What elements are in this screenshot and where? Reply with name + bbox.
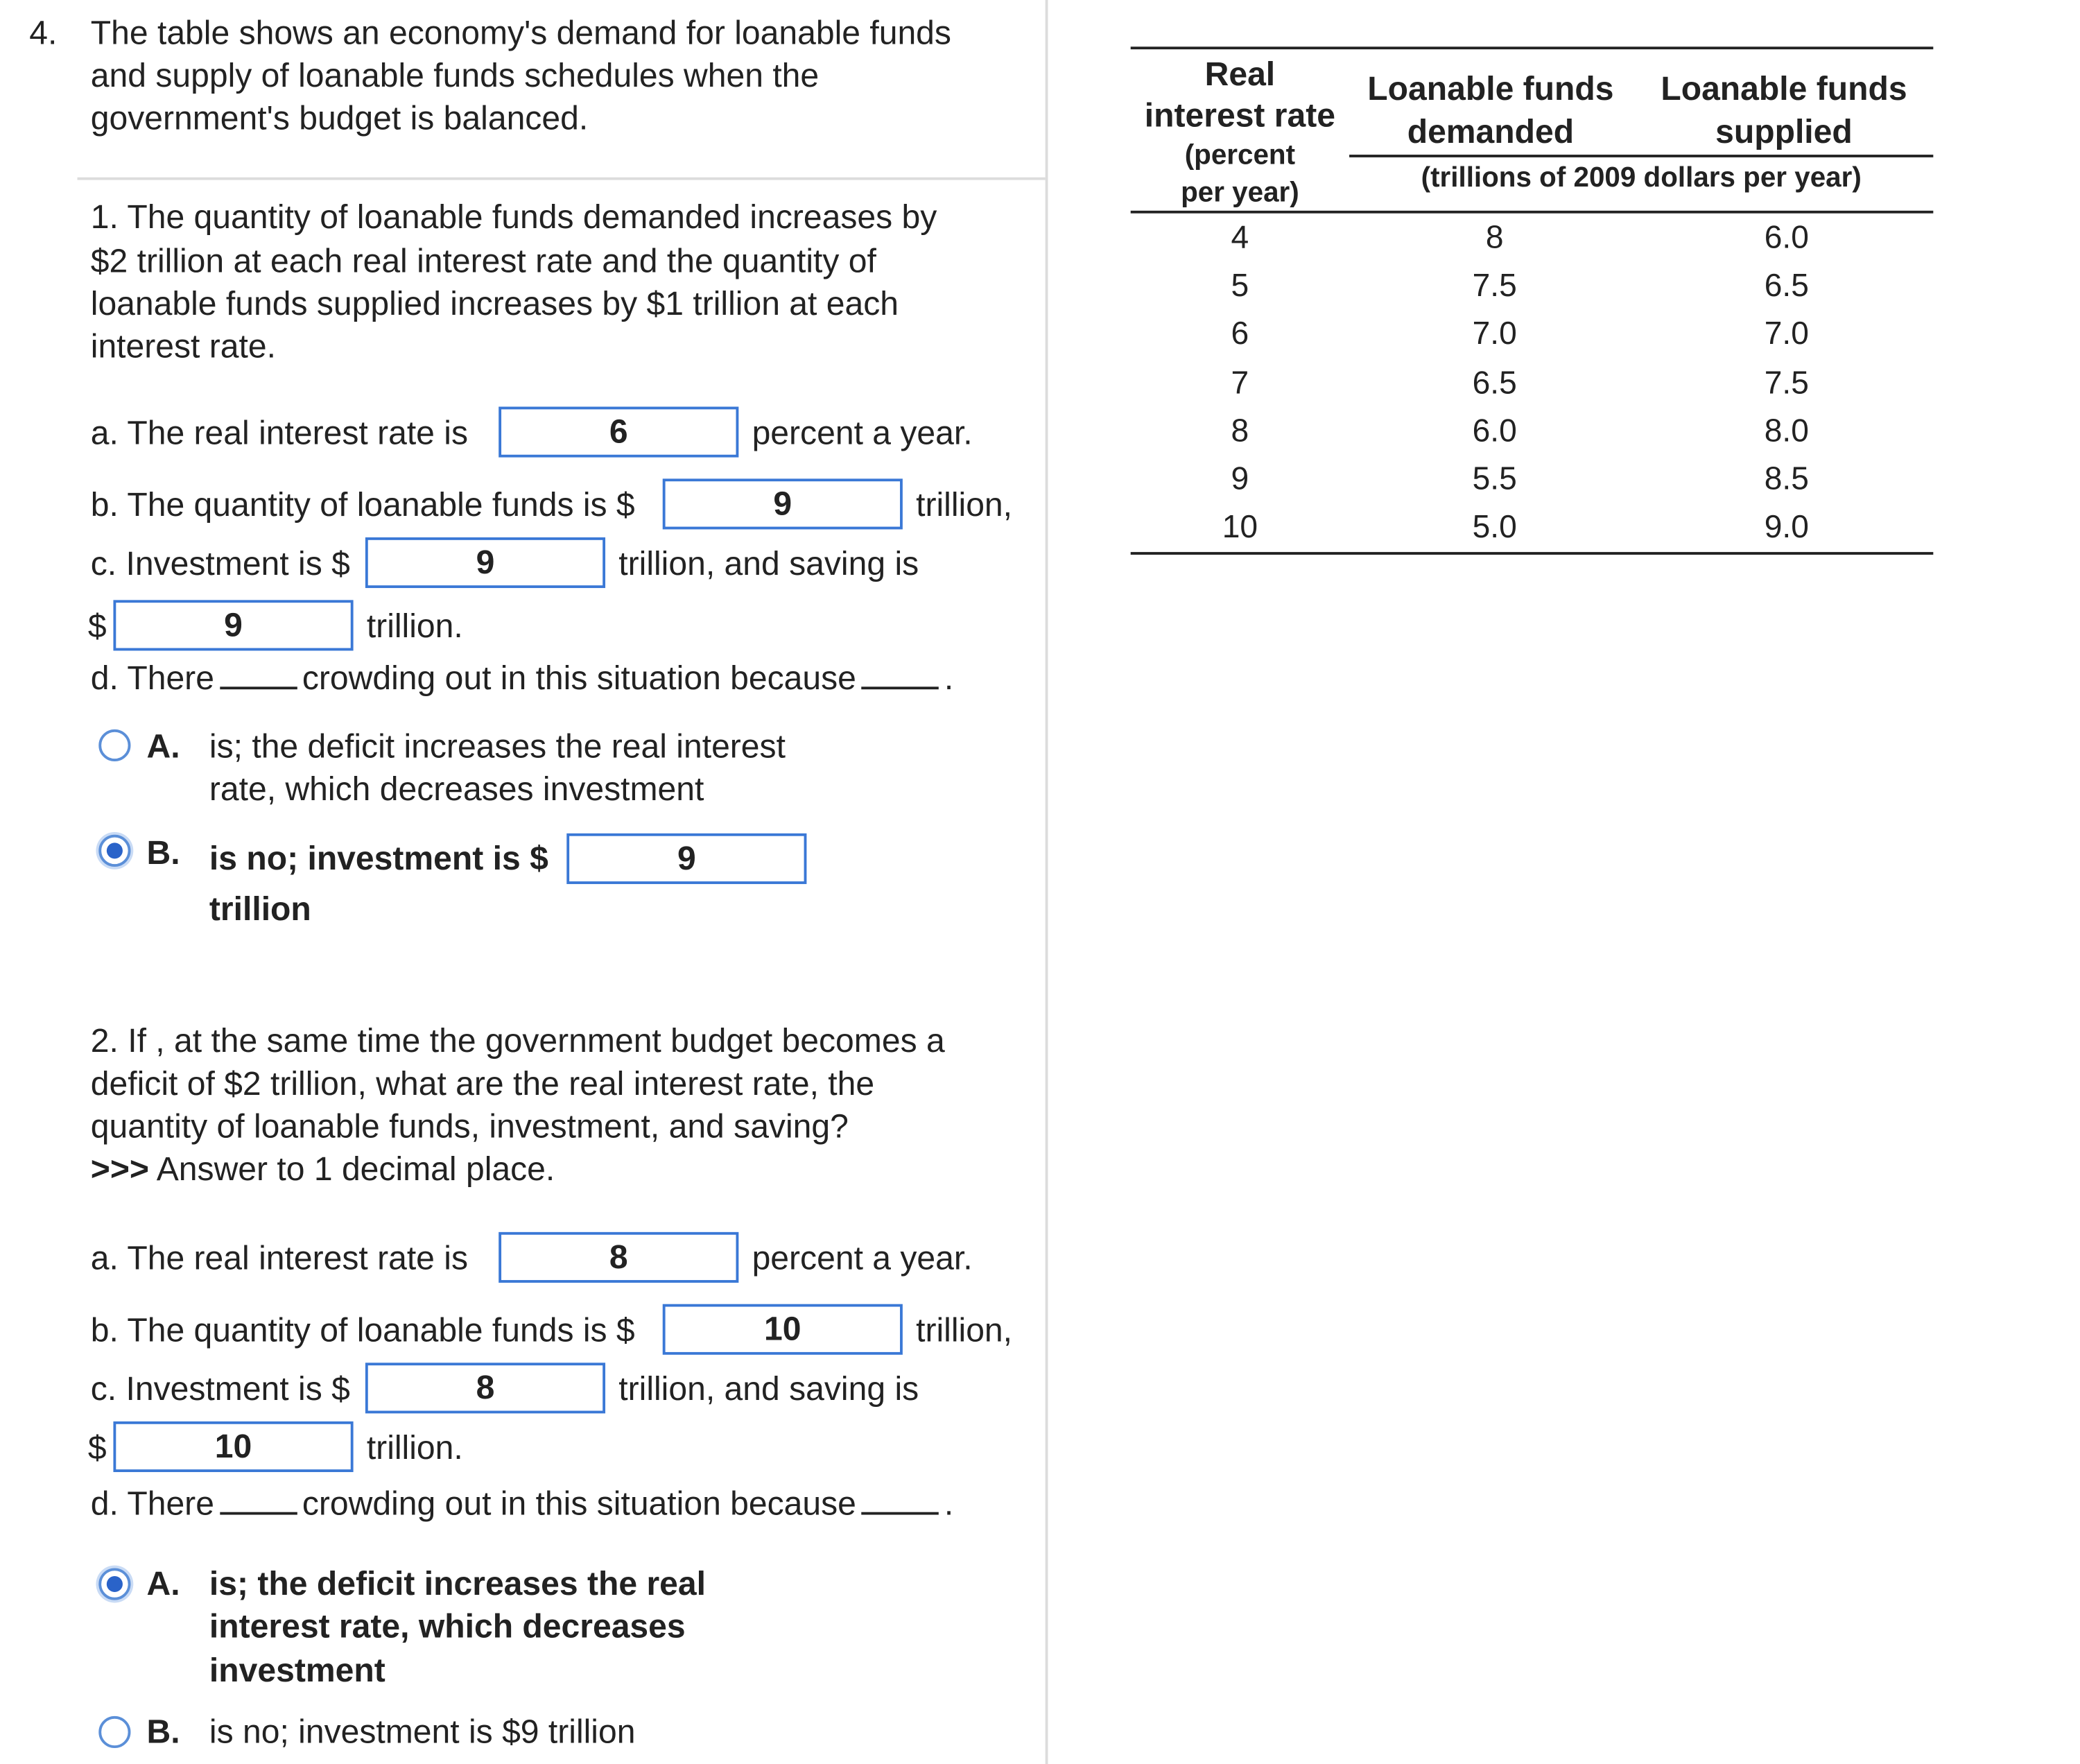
- part2-prompt-line-3: quantity of loanable funds, investment, and saving?: [90, 1108, 849, 1145]
- units-label: (trillions of 2009 dollars per year): [1421, 162, 1862, 193]
- supplied-cell: 6.5: [1764, 268, 1809, 304]
- demanded-cell: 7.5: [1472, 268, 1517, 304]
- hint-text: Answer to 1 decimal place.: [156, 1150, 555, 1188]
- part1-option-a-letter: A.: [146, 727, 180, 766]
- part2-b-suffix: trillion,: [916, 1312, 1013, 1350]
- part1-d-blank-2: [862, 655, 939, 689]
- table-top-rule: [1131, 46, 1934, 49]
- part1-d-sentence: [91, 655, 953, 700]
- part1-a-label: a. The real interest rate is: [90, 415, 469, 452]
- part1-option-b-letter: B.: [146, 834, 180, 872]
- part1-prompt-line-3: loanable funds supplied increases by $1 trillion at each: [90, 285, 899, 323]
- interest-rate-cell: 6: [1231, 316, 1249, 353]
- part1-c-label: c. Investment is $: [90, 545, 350, 583]
- part2-option-a-line-3[interactable]: investment: [209, 1652, 385, 1690]
- intro-line-3: government's budget is balanced.: [90, 100, 589, 138]
- col1-header-line-4: per year): [1181, 177, 1299, 208]
- part2-prompt-line-2: deficit of $2 trillion, what are the real interest rate, the: [90, 1065, 875, 1103]
- part2-c-label: c. Investment is $: [90, 1370, 350, 1408]
- intro-line-2: and supply of loanable funds schedules when the: [90, 57, 820, 95]
- part2-interest-rate-input[interactable]: 8: [499, 1232, 738, 1283]
- part1-d-blank-1: [220, 655, 297, 689]
- part2-c-suffix: trillion, and saving is: [618, 1370, 919, 1408]
- intro-line-1: The table shows an economy's demand for loanable funds: [90, 15, 951, 52]
- part1-option-b-investment-input[interactable]: 9: [566, 833, 806, 884]
- part2-d-blank-2: [862, 1480, 939, 1515]
- part2-d-prefix: d. There: [90, 1485, 214, 1523]
- demanded-cell: 6.0: [1472, 413, 1517, 449]
- part2-option-b-letter: B.: [146, 1713, 180, 1751]
- col2-header-line-1: Loanable funds: [1367, 70, 1614, 108]
- part2-d-blank-1: [220, 1480, 297, 1515]
- interest-rate-cell: 8: [1231, 413, 1249, 449]
- col3-header-line-1: Loanable funds: [1661, 70, 1907, 108]
- col1-header-line-2: interest rate: [1144, 97, 1336, 135]
- part2-option-a-letter: A.: [146, 1565, 180, 1603]
- part2-option-a-radio[interactable]: [98, 1568, 130, 1600]
- part1-prompt-line-2: $2 trillion at each real interest rate and the quantity of: [90, 242, 876, 280]
- interest-rate-cell: 7: [1231, 365, 1249, 401]
- hint-marker: >>>: [90, 1150, 150, 1188]
- part2-hint: [91, 1148, 555, 1191]
- col2-header-line-2: demanded: [1407, 113, 1575, 151]
- interest-rate-cell: 9: [1231, 461, 1249, 498]
- question-number: 4.: [29, 15, 58, 52]
- part1-option-b-suffix[interactable]: trillion: [209, 890, 311, 928]
- part2-d-end: .: [944, 1485, 954, 1523]
- part2-d-sentence: [91, 1480, 953, 1525]
- part1-c-suffix: trillion, and saving is: [618, 545, 919, 583]
- part1-d-end: .: [944, 659, 954, 698]
- demanded-cell: 6.5: [1472, 365, 1517, 401]
- part1-a-suffix: percent a year.: [752, 415, 973, 452]
- section-divider: [78, 178, 1046, 180]
- part2-saving-suffix: trillion.: [366, 1429, 463, 1467]
- demanded-cell: 5.0: [1472, 509, 1517, 546]
- part1-prompt-line-4: interest rate.: [90, 328, 276, 365]
- supplied-cell: 9.0: [1764, 509, 1809, 546]
- part2-option-a-line-1[interactable]: is; the deficit increases the real: [209, 1565, 707, 1603]
- demanded-cell: 7.0: [1472, 316, 1517, 353]
- col3-header-line-2: supplied: [1715, 113, 1853, 151]
- table-bottom-rule: [1131, 552, 1934, 555]
- supplied-cell: 8.0: [1764, 413, 1809, 449]
- table-header-rule: [1131, 211, 1934, 214]
- interest-rate-cell: 4: [1231, 220, 1249, 257]
- col1-header-line-3: (percent: [1184, 139, 1296, 171]
- part2-loanable-funds-input[interactable]: 10: [663, 1304, 903, 1355]
- part1-saving-input[interactable]: 9: [113, 600, 353, 650]
- part1-loanable-funds-input[interactable]: 9: [663, 478, 903, 529]
- part2-option-b-radio[interactable]: [98, 1716, 130, 1748]
- part2-a-label: a. The real interest rate is: [90, 1240, 469, 1278]
- part1-d-prefix: d. There: [90, 659, 214, 698]
- interest-rate-cell: 5: [1231, 268, 1249, 304]
- part2-saving-dollar: $: [87, 1429, 107, 1467]
- part1-investment-input[interactable]: 9: [365, 537, 605, 588]
- column-divider: [1046, 0, 1048, 1764]
- part2-b-label: b. The quantity of loanable funds is $: [90, 1312, 635, 1350]
- demanded-cell: 5.5: [1472, 461, 1517, 498]
- part2-d-middle: crowding out in this situation because: [302, 1485, 856, 1523]
- part1-b-suffix: trillion,: [916, 486, 1013, 524]
- part1-saving-dollar: $: [87, 607, 107, 646]
- table-units-rule: [1349, 155, 1933, 157]
- part1-option-a-radio[interactable]: [98, 729, 130, 761]
- part1-option-a-line-2[interactable]: rate, which decreases investment: [209, 770, 704, 808]
- part2-investment-input[interactable]: 8: [365, 1363, 605, 1413]
- part1-interest-rate-input[interactable]: 6: [499, 407, 738, 458]
- part2-saving-input[interactable]: 10: [113, 1421, 353, 1472]
- part2-option-b-text[interactable]: is no; investment is $9 trillion: [209, 1713, 636, 1751]
- col1-header-line-1: Real: [1204, 55, 1276, 94]
- part1-prompt-line-1: 1. The quantity of loanable funds demanded increases by: [90, 198, 937, 236]
- interest-rate-cell: 10: [1222, 509, 1258, 546]
- part1-option-b-radio[interactable]: [98, 835, 130, 867]
- part1-d-middle: crowding out in this situation because: [302, 659, 856, 698]
- supplied-cell: 8.5: [1764, 461, 1809, 498]
- part1-saving-suffix: trillion.: [366, 607, 463, 646]
- part1-b-label: b. The quantity of loanable funds is $: [90, 486, 635, 524]
- supplied-cell: 7.5: [1764, 365, 1809, 401]
- part2-prompt-line-1: 2. If , at the same time the government budget becomes a: [90, 1022, 945, 1060]
- part2-option-a-line-2[interactable]: interest rate, which decreases: [209, 1608, 686, 1645]
- demanded-cell: 8: [1485, 220, 1504, 257]
- part2-a-suffix: percent a year.: [752, 1240, 973, 1278]
- supplied-cell: 6.0: [1764, 220, 1809, 257]
- supplied-cell: 7.0: [1764, 316, 1809, 353]
- part1-option-a-line-1[interactable]: is; the deficit increases the real interest: [209, 727, 786, 766]
- part1-option-b-text[interactable]: is no; investment is $: [209, 840, 548, 878]
